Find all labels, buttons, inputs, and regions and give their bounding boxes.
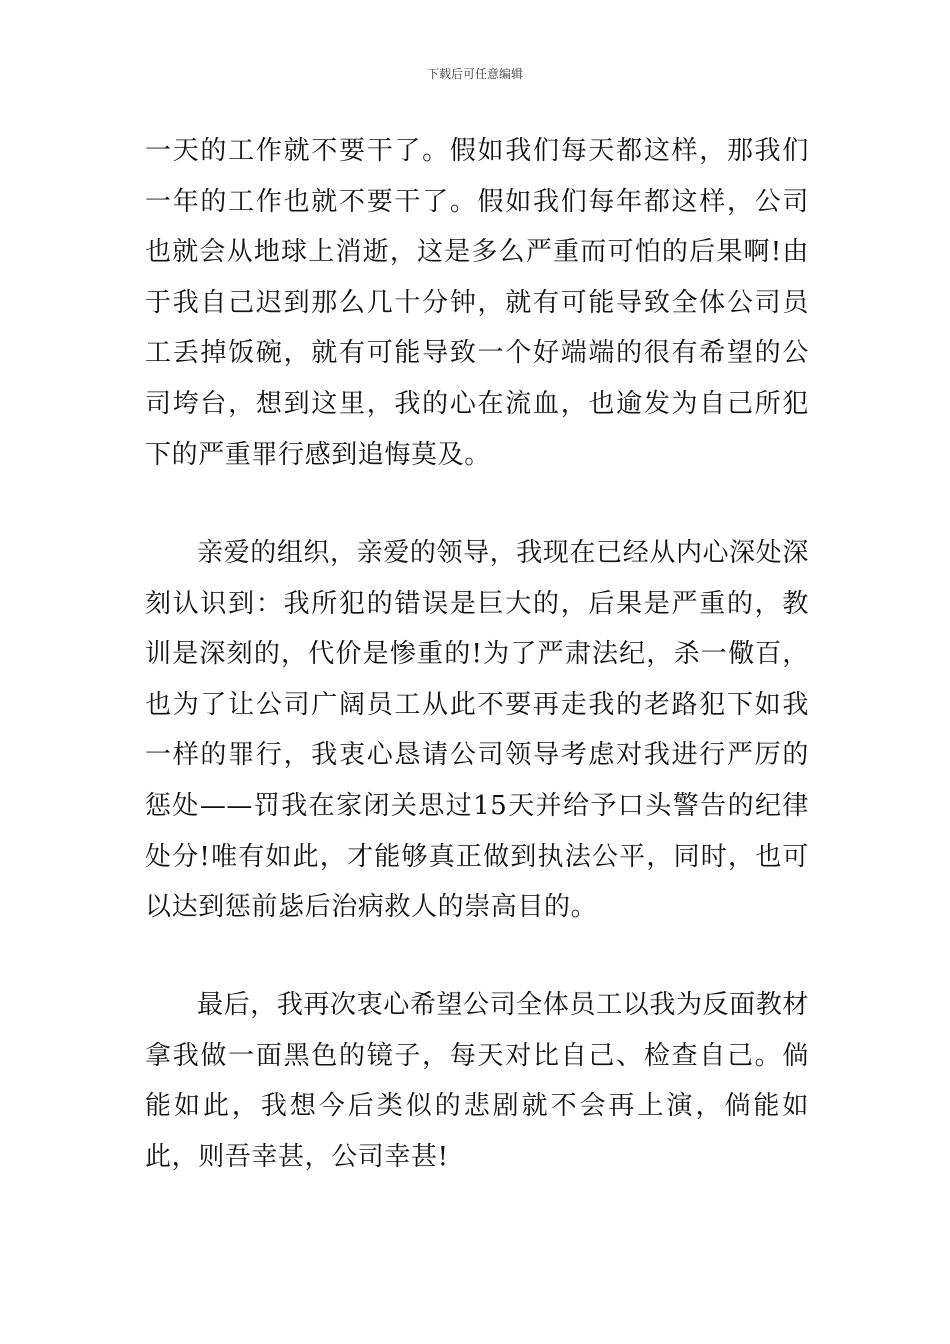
paragraph-1: 一天的工作就不要干了。假如我们每天都这样，那我们一年的工作也就不要干了。假如我们每年都这样，公司也就会从地球上消逝，这是多么严重而可怕的后果啊!由于我自己迟到那么几十分钟，就有可能导致全体公司员工丢掉饭碗，就有可能导致一个好端端的很有希望的公司垮台，想到这里，我的心在流血，也逾发为自己所犯下的严重罪行感到追悔莫及。: [145, 136, 809, 470]
paragraph-3: 最后，我再次衷心希望公司全体员工以我为反面教材拿我做一面黑色的镜子，每天对比自己、检查自己。倘能如此，我想今后类似的悲剧就不会再上演，倘能如此，则吾幸甚，公司幸甚!: [145, 990, 809, 1172]
paragraph-2: 亲爱的组织，亲爱的领导，我现在已经从内心深处深刻认识到：我所犯的错误是巨大的，后果是严重的，教训是深刻的，代价是惨重的!为了严肃法纪，杀一儆百，也为了让公司广阔员工从此不要再走我的老路犯下如我一样的罪行，我衷心恳请公司领导考虑对我进行严厉的惩处——罚我在家闭关思过15天并给予口头警告的纪律处分!唯有如此，才能够真正做到执法公平，同时，也可以达到惩前毖后治病救人的崇高目的。: [145, 538, 809, 923]
page-header: 下载后可任意编辑: [426, 67, 523, 81]
